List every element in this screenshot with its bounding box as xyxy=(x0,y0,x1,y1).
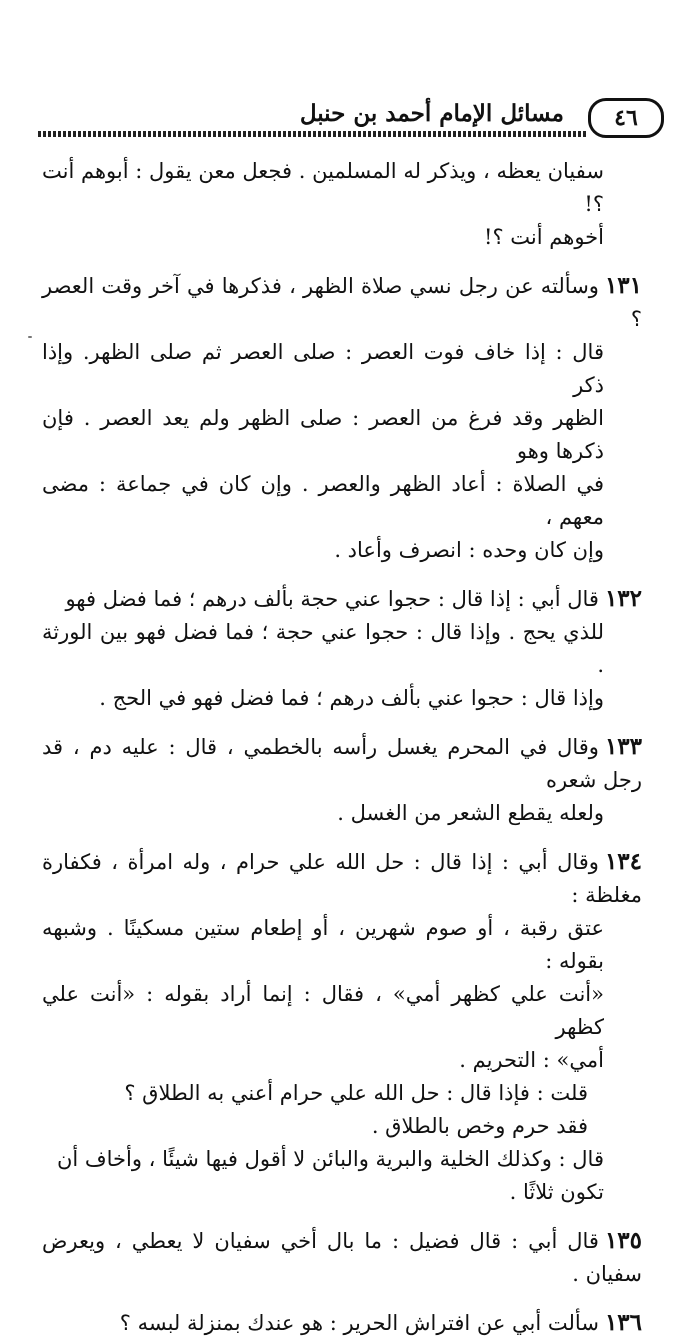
text-line: في الصلاة : أعاد الظهر والعصر . وإن كان في جماعة : مضى معهم ، xyxy=(42,472,604,529)
entry-131 xyxy=(42,269,642,567)
text-line: وإذا قال : حجوا عني بألف درهم ؛ فما فضل فهو في الحج . xyxy=(99,686,604,710)
text-line: قال : إذا خاف فوت العصر : صلى العصر ثم صلى الظهر. وإذا ذكر xyxy=(42,340,604,397)
text-line: وإن كان وحده : انصرف وأعاد . xyxy=(334,538,604,562)
entry-number: ١٣٣ xyxy=(604,733,642,759)
entry-136 xyxy=(42,1306,642,1340)
entry-text: وقال في المحرم يغسل رأسه بالخطمي ، قال : عليه دم ، قد رجل شعره xyxy=(42,735,642,792)
book-title: مسائل الإمام أحمد بن حنبل xyxy=(299,100,564,127)
text-line: ولعله يقطع الشعر من الغسل . xyxy=(337,801,604,825)
text-line: أخوهم أنت ؟! xyxy=(484,225,604,249)
intro-text xyxy=(42,155,642,254)
entry-text: قال أبي : قال فضيل : ما بال أخي سفيان لا يعطي ، ويعرض سفيان . xyxy=(42,1229,642,1286)
entry-text: وسألته عن رجل نسي صلاة الظهر ، فذكرها في آخر وقت العصر ؟ xyxy=(42,274,642,331)
text-line: قال : وكذلك الخلية والبرية والبائن لا أقول فيها شيئًا ، وأخاف أن xyxy=(56,1147,604,1171)
entry-number: ١٣٥ xyxy=(604,1227,642,1253)
text-line: الظهر وقد فرغ من العصر : صلى الظهر ولم يعد العصر . فإن ذكرها وهو xyxy=(42,406,604,463)
entry-132 xyxy=(42,582,642,715)
text-line: للذي يحج . وإذا قال : حجوا عني حجة ؛ فما فضل فهو بين الورثة . xyxy=(42,620,604,677)
margin-mark xyxy=(28,336,32,338)
entry-number: ١٣٢ xyxy=(604,585,642,611)
document-body xyxy=(42,155,642,1340)
entry-134 xyxy=(42,845,642,1209)
header-divider xyxy=(38,131,586,137)
entry-number: ١٣٤ xyxy=(604,848,642,874)
entry-text: قال أبي : إذا قال : حجوا عني حجة بألف درهم ؛ فما فضل فهو xyxy=(65,587,599,611)
text-line: سفيان يعظه ، ويذكر له المسلمين . فجعل معن يقول : أبوهم أنت ؟! xyxy=(42,159,604,216)
entry-number: ١٣٦ xyxy=(604,1309,642,1335)
text-line: أمي» : التحريم . xyxy=(459,1048,604,1072)
text-line: «أنت علي كظهر أمي» ، فقال : إنما أراد بقوله : «أنت علي كظهر xyxy=(42,982,604,1039)
text-line: عتق رقبة ، أو صوم شهرين ، أو إطعام ستين مسكينًا . وشبهه بقوله : xyxy=(42,916,604,973)
text-line: فقد حرم وخص بالطلاق . xyxy=(371,1114,588,1138)
page-number: ٤٦ xyxy=(588,98,664,138)
entry-133 xyxy=(42,730,642,830)
entry-number: ١٣١ xyxy=(604,272,642,298)
text-line: قلت : فإذا قال : حل الله علي حرام أعني به الطلاق ؟ xyxy=(124,1081,588,1105)
entry-text: سألت أبي عن افتراش الحرير : هو عندك بمنزلة لبسه ؟ xyxy=(119,1311,599,1335)
entry-135 xyxy=(42,1224,642,1291)
text-line: تكون ثلاثًا . xyxy=(509,1180,604,1204)
entry-text: وقال أبي : إذا قال : حل الله علي حرام ، وله امرأة ، فكفارة مغلظة : xyxy=(42,850,642,907)
page-header xyxy=(38,96,644,140)
